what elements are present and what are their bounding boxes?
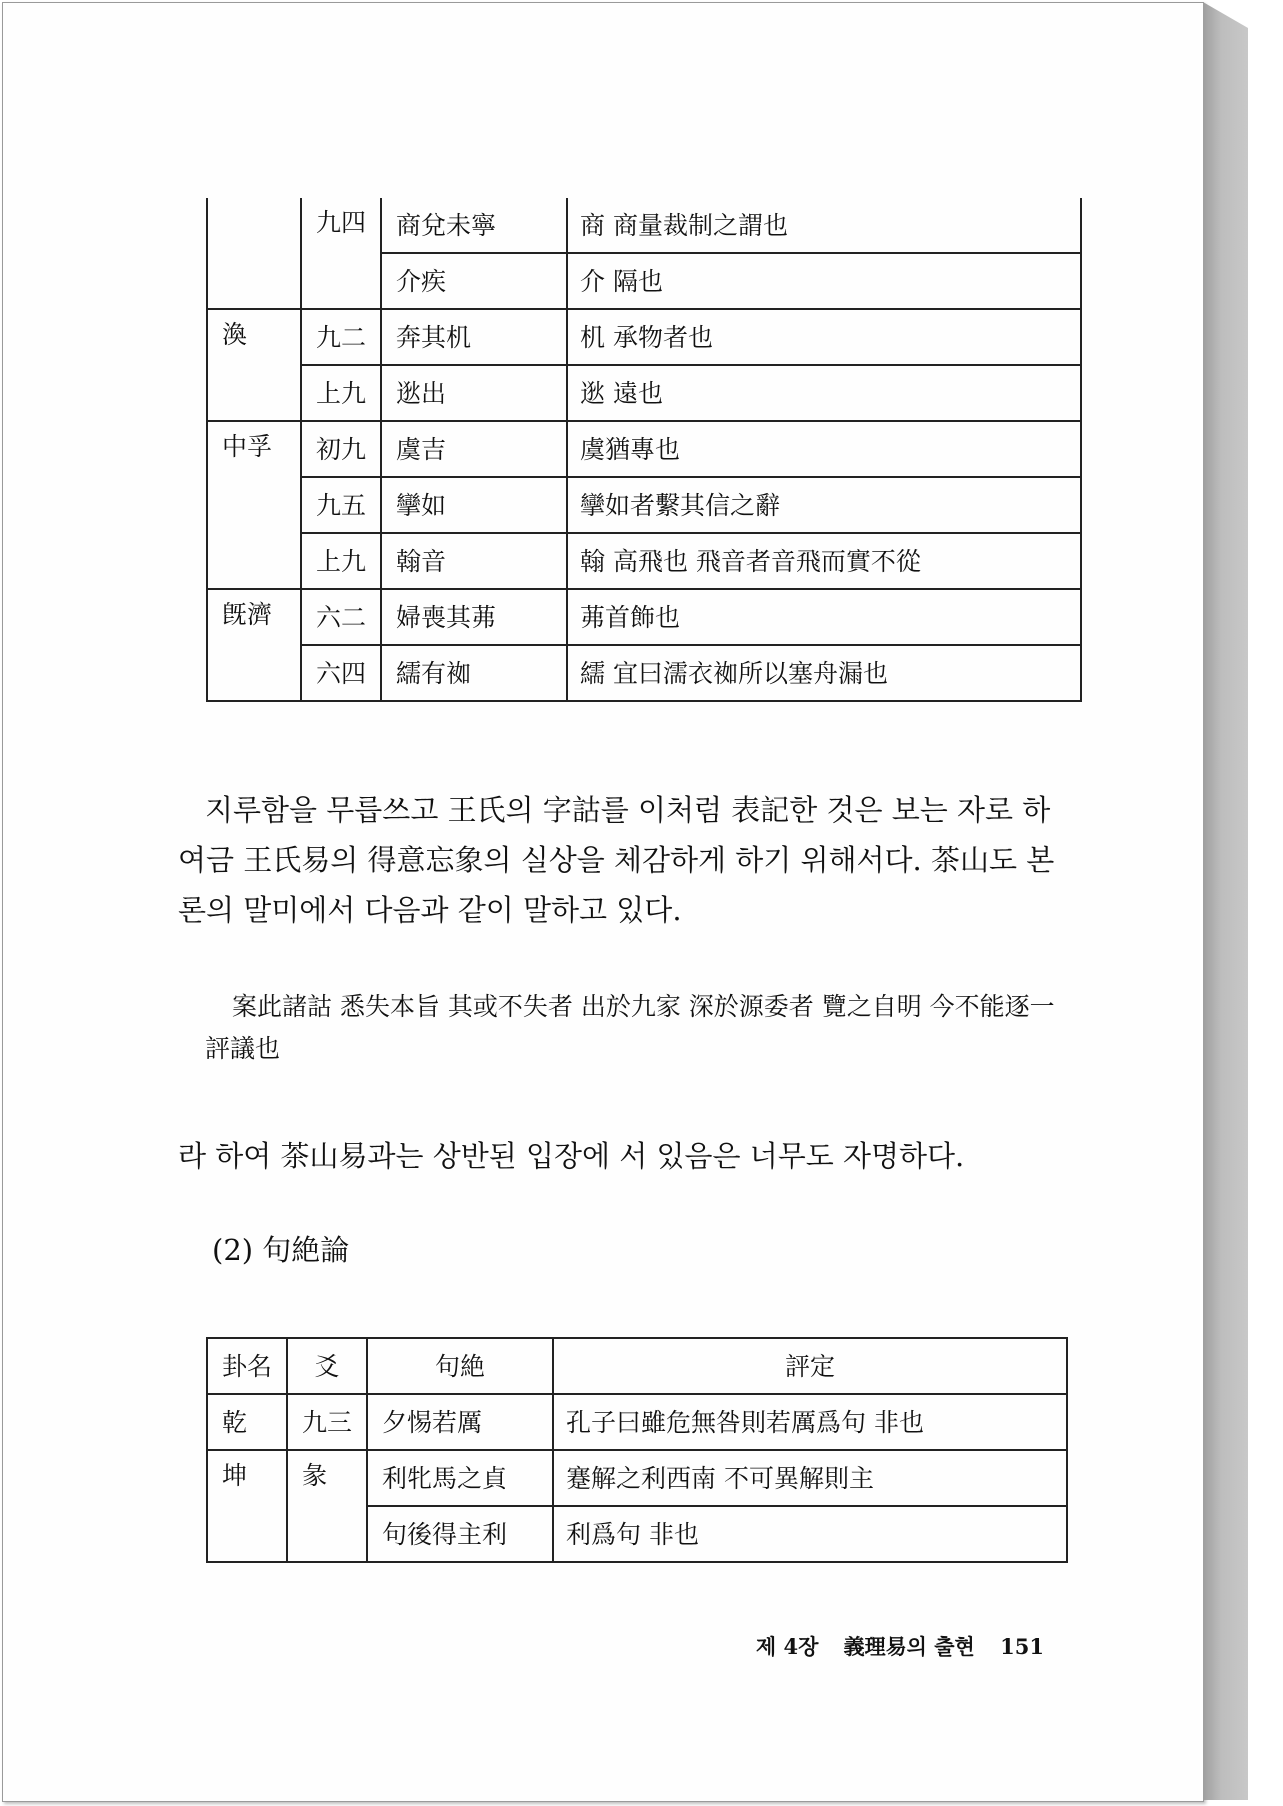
gloss-cell: 茀首飾也 [567,589,1081,645]
gloss-cell: 虞猶專也 [567,421,1081,477]
hexagram-cell: 旣濟 [207,589,301,701]
verdict-cell: 孔子曰雖危無咎則若厲爲句 非也 [553,1394,1067,1450]
table-row [207,421,1081,477]
hexagram-cell: 乾 [207,1394,287,1450]
verdict-cell: 蹇解之利西南 不可異解則主 [553,1450,1067,1506]
hexagram-cell: 中孚 [207,421,301,589]
table-row [207,198,1081,253]
verdict-cell: 利爲句 非也 [553,1506,1067,1562]
phrase-cell: 翰音 [381,533,567,589]
column-header: 句絶 [367,1338,553,1394]
table-row [207,477,1081,533]
punctuation-table [206,1337,1068,1563]
line-cell: 九四 [301,198,381,309]
line-cell: 九五 [301,477,381,533]
phrase-cell: 句後得主利 [367,1506,553,1562]
gloss-cell: 介 隔也 [567,253,1081,309]
phrase-cell: 攣如 [381,477,567,533]
table-row [207,1394,1067,1450]
line-cell: 彖 [287,1450,367,1562]
page-number: 151 [1000,1634,1044,1659]
table-header-row [207,1338,1067,1394]
glossary-table [206,198,1082,702]
gloss-cell: 机 承物者也 [567,309,1081,365]
gloss-cell: 商 商量裁制之謂也 [567,198,1081,253]
hexagram-cell: 坤 [207,1450,287,1562]
book-spine-edge [1203,2,1248,1800]
phrase-cell: 介疾 [381,253,567,309]
table-row [207,309,1081,365]
phrase-cell: 婦喪其茀 [381,589,567,645]
line-cell: 上九 [301,533,381,589]
phrase-cell: 夕惕若厲 [367,1394,553,1450]
chapter-label: 제 4장 [755,1634,819,1659]
phrase-cell: 繻有袽 [381,645,567,701]
table-row [207,533,1081,589]
line-cell: 九三 [287,1394,367,1450]
phrase-cell: 利牝馬之貞 [367,1450,553,1506]
line-cell: 九二 [301,309,381,365]
gloss-cell: 翰 高飛也 飛音者音飛而實不從 [567,533,1081,589]
section-heading: (2) 句絶論 [212,1233,350,1267]
column-header: 爻 [287,1338,367,1394]
line-cell: 初九 [301,421,381,477]
block-quote: 案此諸詁 悉失本旨 其或不失者 出於九家 深於源委者 覽之自明 今不能逐一評議也 [205,992,1055,1063]
gloss-cell: 繻 宜曰濡衣袽所以塞舟漏也 [567,645,1081,701]
phrase-cell: 逖出 [381,365,567,421]
line-cell: 六二 [301,589,381,645]
table-row [207,1450,1067,1506]
phrase-cell: 商兌未寧 [381,198,567,253]
phrase-cell: 奔其机 [381,309,567,365]
line-cell: 上九 [301,365,381,421]
gloss-cell: 逖 遠也 [567,365,1081,421]
hexagram-cell: 渙 [207,309,301,421]
table-row [207,645,1081,701]
body-paragraph: 지루함을 무릅쓰고 王氏의 字詁를 이처럼 表記한 것은 보는 자로 하여금 王氏易의 得意忘象의 실상을 체감하게 하기 위해서다. 茶山도 본론의 말미에서 다음과 같이 말하고 있다. [178,793,1055,927]
hexagram-cell [207,198,301,309]
line-cell: 六四 [301,645,381,701]
table-row [207,365,1081,421]
table-row [207,589,1081,645]
body-paragraph: 라 하여 茶山易과는 상반된 입장에 서 있음은 너무도 자명하다. [178,1139,965,1173]
phrase-cell: 虞吉 [381,421,567,477]
column-header: 評定 [553,1338,1067,1394]
chapter-title: 義理易의 출현 [843,1634,975,1659]
page-footer [738,1631,1044,1661]
column-header: 卦名 [207,1338,287,1394]
gloss-cell: 攣如者繫其信之辭 [567,477,1081,533]
